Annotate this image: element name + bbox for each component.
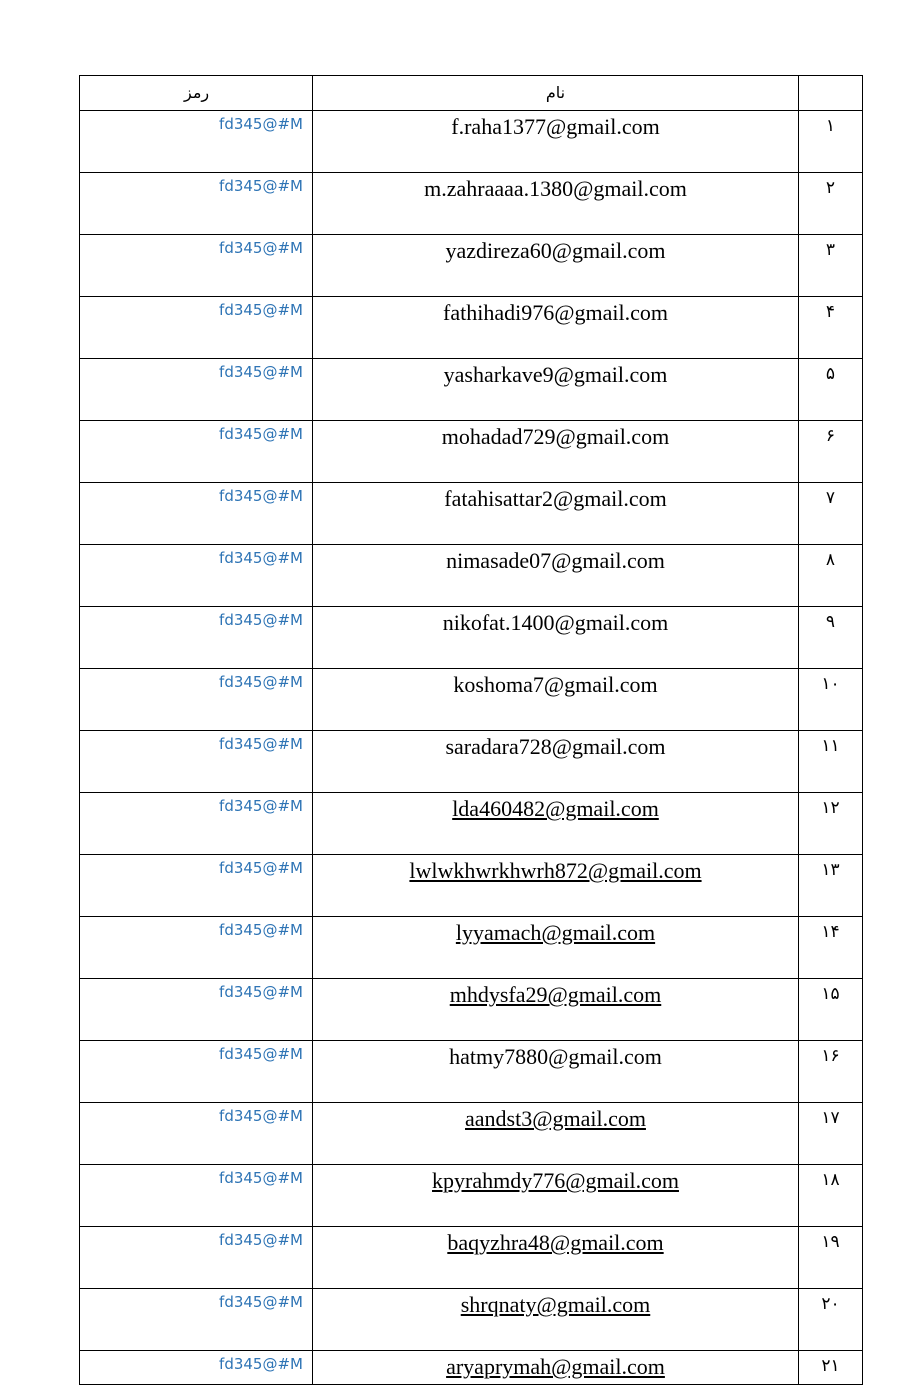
email-cell [313, 793, 799, 855]
table-row [80, 545, 863, 607]
table-row [80, 669, 863, 731]
table-row [80, 235, 863, 297]
row-number-cell: ۹ [799, 607, 863, 669]
table-row [80, 1351, 863, 1385]
email-text: nikofat.1400@gmail.com [442, 610, 669, 635]
password-column-header: رمز [80, 76, 313, 111]
email-cell [313, 855, 799, 917]
email-cell [313, 979, 799, 1041]
email-cell [313, 111, 799, 173]
table-row [80, 359, 863, 421]
email-link[interactable]: aryaprymah@gmail.com [446, 1354, 665, 1379]
table-row [80, 917, 863, 979]
password-cell: fd345@#M [80, 731, 313, 793]
email-link[interactable]: baqyzhra48@gmail.com [447, 1230, 664, 1255]
password-cell: fd345@#M [80, 917, 313, 979]
email-cell [313, 1351, 799, 1385]
table-row [80, 483, 863, 545]
email-link[interactable]: kpyrahmdy776@gmail.com [432, 1168, 679, 1193]
email-cell [313, 359, 799, 421]
row-number-cell: ۱۳ [799, 855, 863, 917]
number-column-header [799, 76, 863, 111]
password-cell: fd345@#M [80, 483, 313, 545]
email-text: yazdireza60@gmail.com [445, 238, 666, 263]
row-number-cell: ۱۲ [799, 793, 863, 855]
email-cell [313, 607, 799, 669]
row-number-cell: ۲۱ [799, 1351, 863, 1385]
email-cell [313, 421, 799, 483]
email-cell [313, 297, 799, 359]
row-number-cell: ۲۰ [799, 1289, 863, 1351]
email-link[interactable]: mhdysfa29@gmail.com [449, 982, 662, 1007]
table-row [80, 173, 863, 235]
row-number-cell: ۱۹ [799, 1227, 863, 1289]
accounts-table-body [80, 76, 863, 1385]
password-cell: fd345@#M [80, 1351, 313, 1385]
email-text: saradara728@gmail.com [445, 734, 666, 759]
row-number-cell: ۳ [799, 235, 863, 297]
email-link[interactable]: lwlwkhwrkhwrh872@gmail.com [409, 858, 702, 883]
password-cell: fd345@#M [80, 979, 313, 1041]
password-cell: fd345@#M [80, 793, 313, 855]
row-number-cell: ۵ [799, 359, 863, 421]
password-cell: fd345@#M [80, 855, 313, 917]
password-cell: fd345@#M [80, 235, 313, 297]
row-number-cell: ۷ [799, 483, 863, 545]
row-number-cell: ۱۱ [799, 731, 863, 793]
email-cell [313, 1227, 799, 1289]
email-text: fathihadi976@gmail.com [443, 300, 668, 325]
password-cell: fd345@#M [80, 421, 313, 483]
password-cell: fd345@#M [80, 1165, 313, 1227]
email-text: nimasade07@gmail.com [446, 548, 665, 573]
email-text: yasharkave9@gmail.com [443, 362, 668, 387]
table-row [80, 1165, 863, 1227]
email-cell [313, 1103, 799, 1165]
row-number-cell: ۱۶ [799, 1041, 863, 1103]
row-number-cell: ۴ [799, 297, 863, 359]
table-row [80, 421, 863, 483]
email-cell [313, 1165, 799, 1227]
table-row [80, 855, 863, 917]
email-cell [313, 731, 799, 793]
email-cell [313, 483, 799, 545]
row-number-cell: ۱۵ [799, 979, 863, 1041]
table-row [80, 793, 863, 855]
row-number-cell: ۸ [799, 545, 863, 607]
table-row [80, 607, 863, 669]
email-text: koshoma7@gmail.com [453, 672, 658, 697]
password-cell: fd345@#M [80, 1041, 313, 1103]
row-number-cell: ۱۴ [799, 917, 863, 979]
email-cell [313, 235, 799, 297]
row-number-cell: ۲ [799, 173, 863, 235]
email-link[interactable]: lda460482@gmail.com [452, 796, 659, 821]
name-column-header: نام [313, 76, 799, 111]
password-cell: fd345@#M [80, 111, 313, 173]
email-cell [313, 669, 799, 731]
table-row [80, 979, 863, 1041]
password-cell: fd345@#M [80, 173, 313, 235]
password-cell: fd345@#M [80, 669, 313, 731]
row-number-cell: ۱ [799, 111, 863, 173]
password-cell: fd345@#M [80, 297, 313, 359]
table-row [80, 731, 863, 793]
email-cell [313, 917, 799, 979]
email-link[interactable]: lyyamach@gmail.com [455, 920, 656, 945]
password-cell: fd345@#M [80, 1289, 313, 1351]
table-row [80, 111, 863, 173]
email-text: fatahisattar2@gmail.com [444, 486, 667, 511]
row-number-cell: ۶ [799, 421, 863, 483]
table-row [80, 1227, 863, 1289]
password-cell: fd345@#M [80, 359, 313, 421]
email-text: hatmy7880@gmail.com [449, 1044, 662, 1069]
email-text: f.raha1377@gmail.com [451, 114, 660, 139]
table-row [80, 297, 863, 359]
email-text: mohadad729@gmail.com [441, 424, 670, 449]
email-cell [313, 545, 799, 607]
password-cell: fd345@#M [80, 607, 313, 669]
password-cell: fd345@#M [80, 1227, 313, 1289]
password-cell: fd345@#M [80, 545, 313, 607]
email-cell [313, 1041, 799, 1103]
email-cell [313, 1289, 799, 1351]
table-row [80, 1041, 863, 1103]
row-number-cell: ۱۸ [799, 1165, 863, 1227]
table-header-row [80, 76, 863, 111]
table-row [80, 1103, 863, 1165]
row-number-cell: ۱۰ [799, 669, 863, 731]
table-row [80, 1289, 863, 1351]
row-number-cell: ۱۷ [799, 1103, 863, 1165]
accounts-table [79, 75, 863, 1385]
email-cell [313, 173, 799, 235]
email-link[interactable]: aandst3@gmail.com [465, 1106, 646, 1131]
email-text: m.zahraaaa.1380@gmail.com [424, 176, 687, 201]
email-link[interactable]: shrqnaty@gmail.com [460, 1292, 651, 1317]
password-cell: fd345@#M [80, 1103, 313, 1165]
